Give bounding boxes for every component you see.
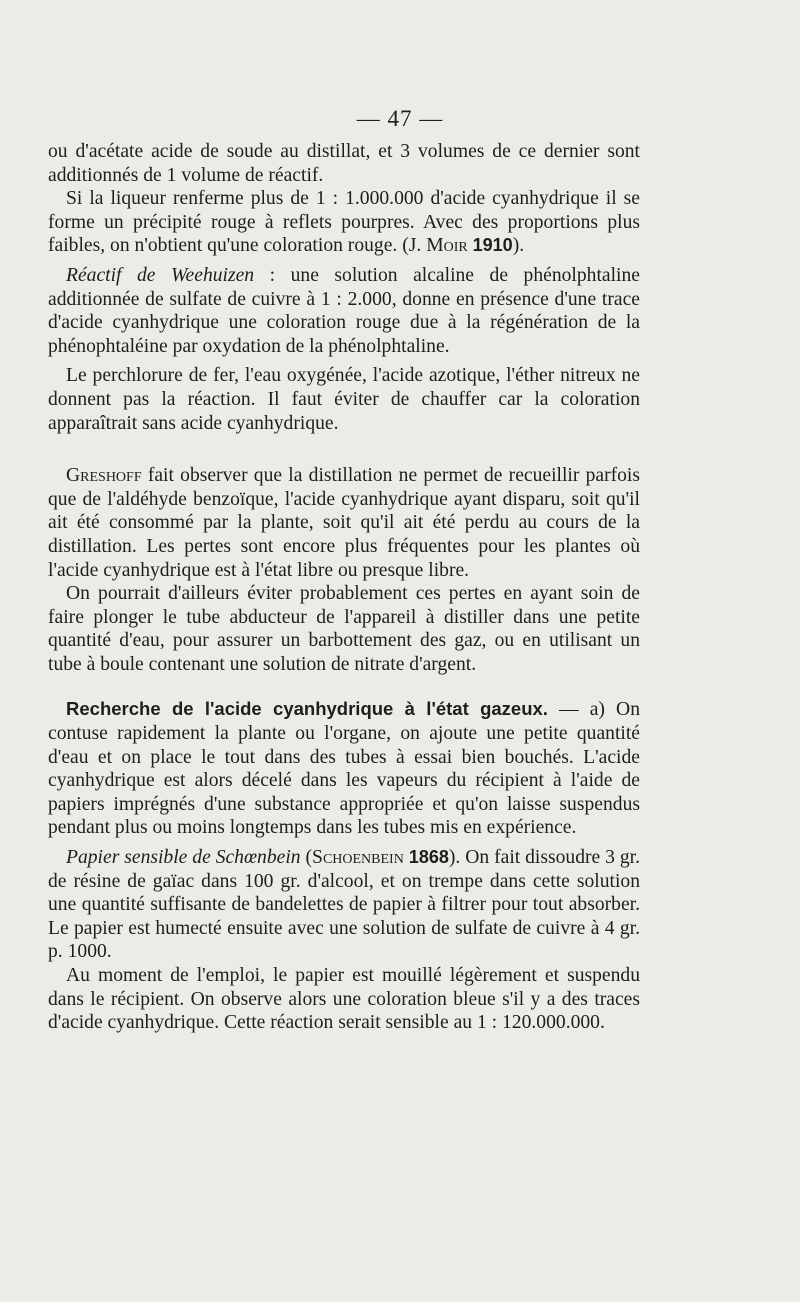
citation-author: Moir <box>426 235 468 257</box>
paragraph-8-text: On fait dissoudre 3 gr. de résine de gaïac dans 100 gr. d'alcool, et on trempe dans cette solution une quantité suffisante de bandelettes de papier à filtrer pour tout absorber. Le papier est humecté ensuite avec une solution de sulfate de cuivre à 4 gr. p. 1000. <box>48 847 640 963</box>
author-name: Greshoff <box>66 465 142 487</box>
paragraph-2-text: Si la liqueur renferme plus de 1 : 1.000.000 d'acide cyanhydrique il se forme un précipité rouge à reflets pourpres. Avec des proportions plus faibles, on n'obtient qu'une coloration rouge. <box>48 188 640 257</box>
reagent-title: Réactif de Weehuizen <box>66 264 255 286</box>
paragraph-9: Au moment de l'emploi, le papier est mouillé légèrement et suspendu dans le récipient. On observe alors une coloration bleue s'il y a des traces d'acide cyanhydrique. Cette réaction serait sensible au 1 : 120.000.000. <box>48 965 640 1034</box>
paragraph-3 <box>48 264 640 358</box>
paragraph-1: ou d'acétate acide de soude au distillat, et 3 volumes de ce dernier sont additionnés de 1 volume de réactif. <box>48 141 640 186</box>
citation-2-open: ( <box>300 847 313 869</box>
citation-2-close: ). <box>448 847 461 869</box>
paragraph-7-text: — a) On contuse rapidement la plante ou l'organe, on ajoute une petite quantité d'eau et on place le tout dans des tubes à essai bien bouchés. L'acide cyanhydrique est alors décelé dans les vapeurs du récipient à l'aide de papiers imprégnés d'une substance appropriée et qu'on laisse suspendus pendant plus ou moins longtemps dans les tubes mis en expérience. <box>48 699 640 839</box>
citation-2-author: Schoenbein <box>312 847 404 869</box>
citation-year: 1910 <box>472 235 513 256</box>
citation-2-year: 1868 <box>403 847 449 868</box>
citation-close: ). <box>512 235 525 257</box>
paragraph-8 <box>48 846 640 964</box>
body-text <box>48 140 640 1035</box>
paragraph-7 <box>48 697 640 840</box>
paragraph-4: Le perchlorure de fer, l'eau oxygénée, l'acide azotique, l'éther nitreux ne donnent pas la réaction. Il faut éviter de chauffer car la coloration apparaîtrait sans acide cyanhydrique. <box>48 365 640 434</box>
page-number: — 47 — <box>356 106 444 131</box>
paragraph-2 <box>48 187 640 258</box>
paragraph-5-text: fait observer que la distillation ne permet de recueillir parfois que de l'aldéhyde benzoïque, l'acide cyanhydrique ayant disparu, soit qu'il ait été consommé par la plante, soit qu'il ait été perdu au cours de la distillation. Les pertes sont encore plus fréquentes pour les plantes où l'acide cyanhydrique est à l'état libre ou presque libre. <box>48 465 640 581</box>
citation-open: (J. <box>402 235 427 257</box>
section-heading: Recherche de l'acide cyanhydrique à l'état gazeux. <box>66 698 548 720</box>
paragraph-6: On pourrait d'ailleurs éviter probablement ces pertes en ayant soin de faire plonger le tube abducteur de l'appareil à distiller dans une petite quantité d'eau, pour assurer un barbottement des gaz, ou en utilisant un tube à boule contenant une solution de nitrate d'argent. <box>48 583 640 675</box>
paragraph-5 <box>48 464 640 582</box>
paper-title: Papier sensible de Schœnbein <box>66 847 301 869</box>
paragraph-3-text: : une solution alcaline de phénolphtaline additionnée de sulfate de cuivre à 1 : 2.000, donne en présence d'une trace d'acide cyanhydrique une coloration rouge due à la régénération de la phénophtaléine par oxydation de la phénolphtaline. <box>48 264 640 357</box>
